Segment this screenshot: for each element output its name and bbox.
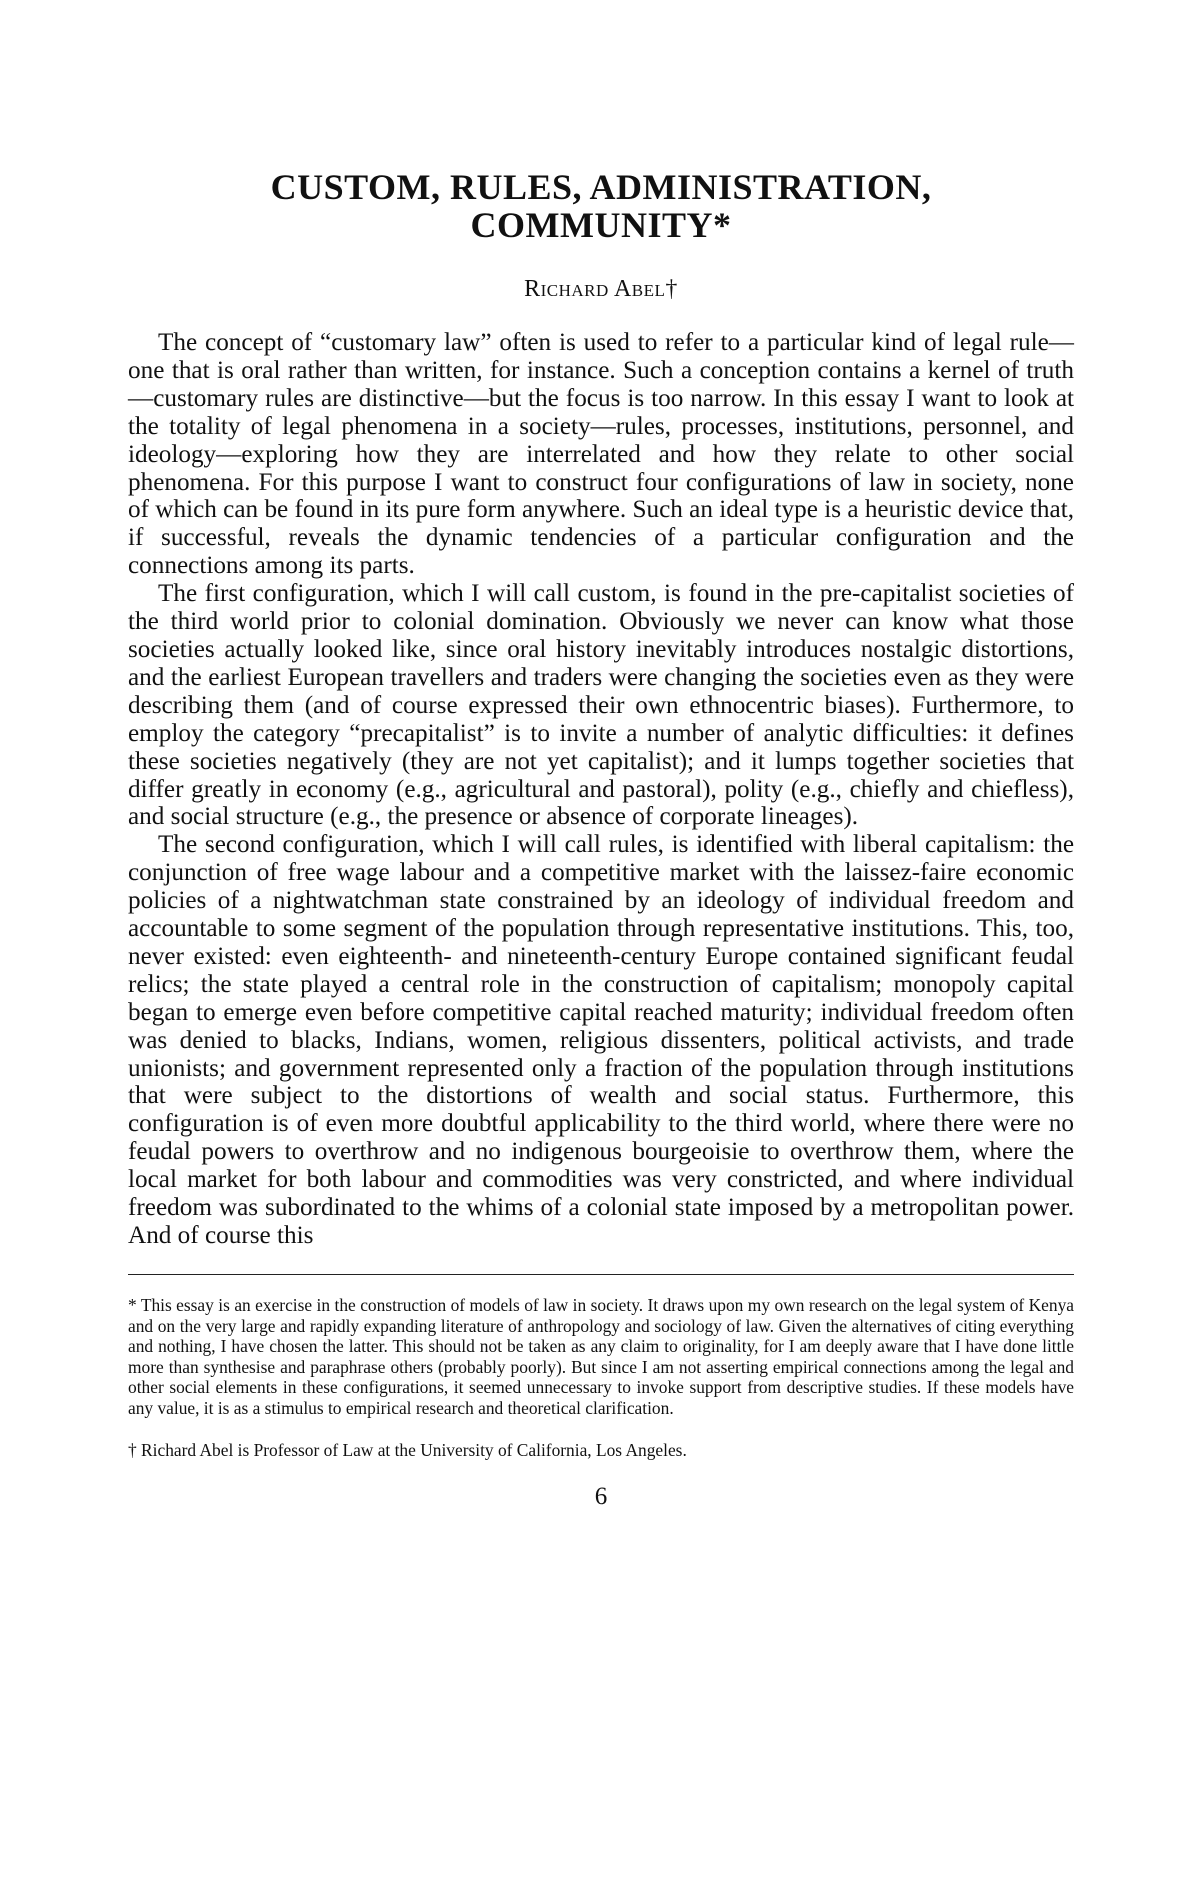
article-title bbox=[128, 168, 1074, 244]
title-line-1: CUSTOM, RULES, ADMINISTRATION, bbox=[270, 167, 932, 207]
paragraph: The concept of “customary law” often is used to refer to a particular kind of legal rule—one that is oral rather than written, for instance. Such a conception contains a kernel of truth—customary rules are distinctive—but the focus is too narrow. In this essay I want to look at the totality of legal phenomena in a society—rules, processes, institutions, personnel, and ideology—exploring how they are interrelated and how they relate to other social phenomena. For this purpose I want to construct four configurations of law in society, none of which can be found in its pure form anywhere. Such an ideal type is a heuristic device that, if successful, reveals the dynamic tendencies of a particular configuration and the connections among its parts. bbox=[128, 329, 1074, 580]
author-byline: Richard Abel† bbox=[524, 276, 678, 302]
paper-page bbox=[128, 168, 1074, 1511]
title-line-2: COMMUNITY* bbox=[470, 205, 732, 245]
footnote: * This essay is an exercise in the construction of models of law in society. It draws upon my own research on the legal system of Kenya and on the very large and rapidly expanding literature of anthropology and sociology of law. Given the alternatives of citing everything and nothing, I have chosen the latter. This should not be taken as any claim to originality, for I am deeply aware that I have done little more than synthesise and paraphrase others (probably poorly). But since I am not asserting empirical connections among the legal and other social elements in these configurations, it seemed unnecessary to invoke support from descriptive studies. If these models have any value, it is as a stimulus to empirical research and theoretical clarification. bbox=[128, 1294, 1074, 1418]
footnotes bbox=[128, 1295, 1074, 1461]
paragraph: The second configuration, which I will call rules, is identified with liberal capitalism: the conjunction of free wage labour and a competitive market with the laissez-faire economic policies of a nightwatchman state constrained by an ideology of individual freedom and accountable to some segment of the population through representative institutions. This, too, never existed: even eighteenth- and nineteenth-century Europe contained significant feudal relics; the state played a central role in the construction of capitalism; monopoly capital began to emerge even before competitive capital reached maturity; individual freedom often was denied to blacks, Indians, women, religious dissenters, political activists, and trade unionists; and government represented only a fraction of the population through institutions that were subject to the distortions of wealth and social status. Furthermore, this configuration is of even more doubtful applicability to the third world, where there were no feudal powers to overthrow and no indigenous bourgeoisie to overthrow them, where the local market for both labour and commodities was very constricted, and where individual freedom was subordinated to the whims of a colonial state imposed by a metropolitan power. And of course this bbox=[128, 831, 1074, 1249]
page-number: 6 bbox=[594, 1483, 608, 1511]
footnote: † Richard Abel is Professor of Law at the University of California, Los Angeles. bbox=[128, 1440, 687, 1461]
body-text bbox=[128, 329, 1074, 1250]
footnote-divider bbox=[128, 1274, 1074, 1275]
paragraph: The first configuration, which I will call custom, is found in the pre-capitalist societies of the third world prior to colonial domination. Obviously we never can know what those societies actually looked like, since oral history inevitably introduces nostalgic distortions, and the earliest European travellers and traders were changing the societies even as they were describing them (and of course expressed their own ethnocentric biases). Furthermore, to employ the category “precapitalist” is to invite a number of analytic difficulties: it defines these societies negatively (they are not yet capitalist); and it lumps together societies that differ greatly in economy (e.g., agricultural and pastoral), polity (e.g., chiefly and chiefless), and social structure (e.g., the presence or absence of corporate lineages). bbox=[128, 580, 1074, 831]
